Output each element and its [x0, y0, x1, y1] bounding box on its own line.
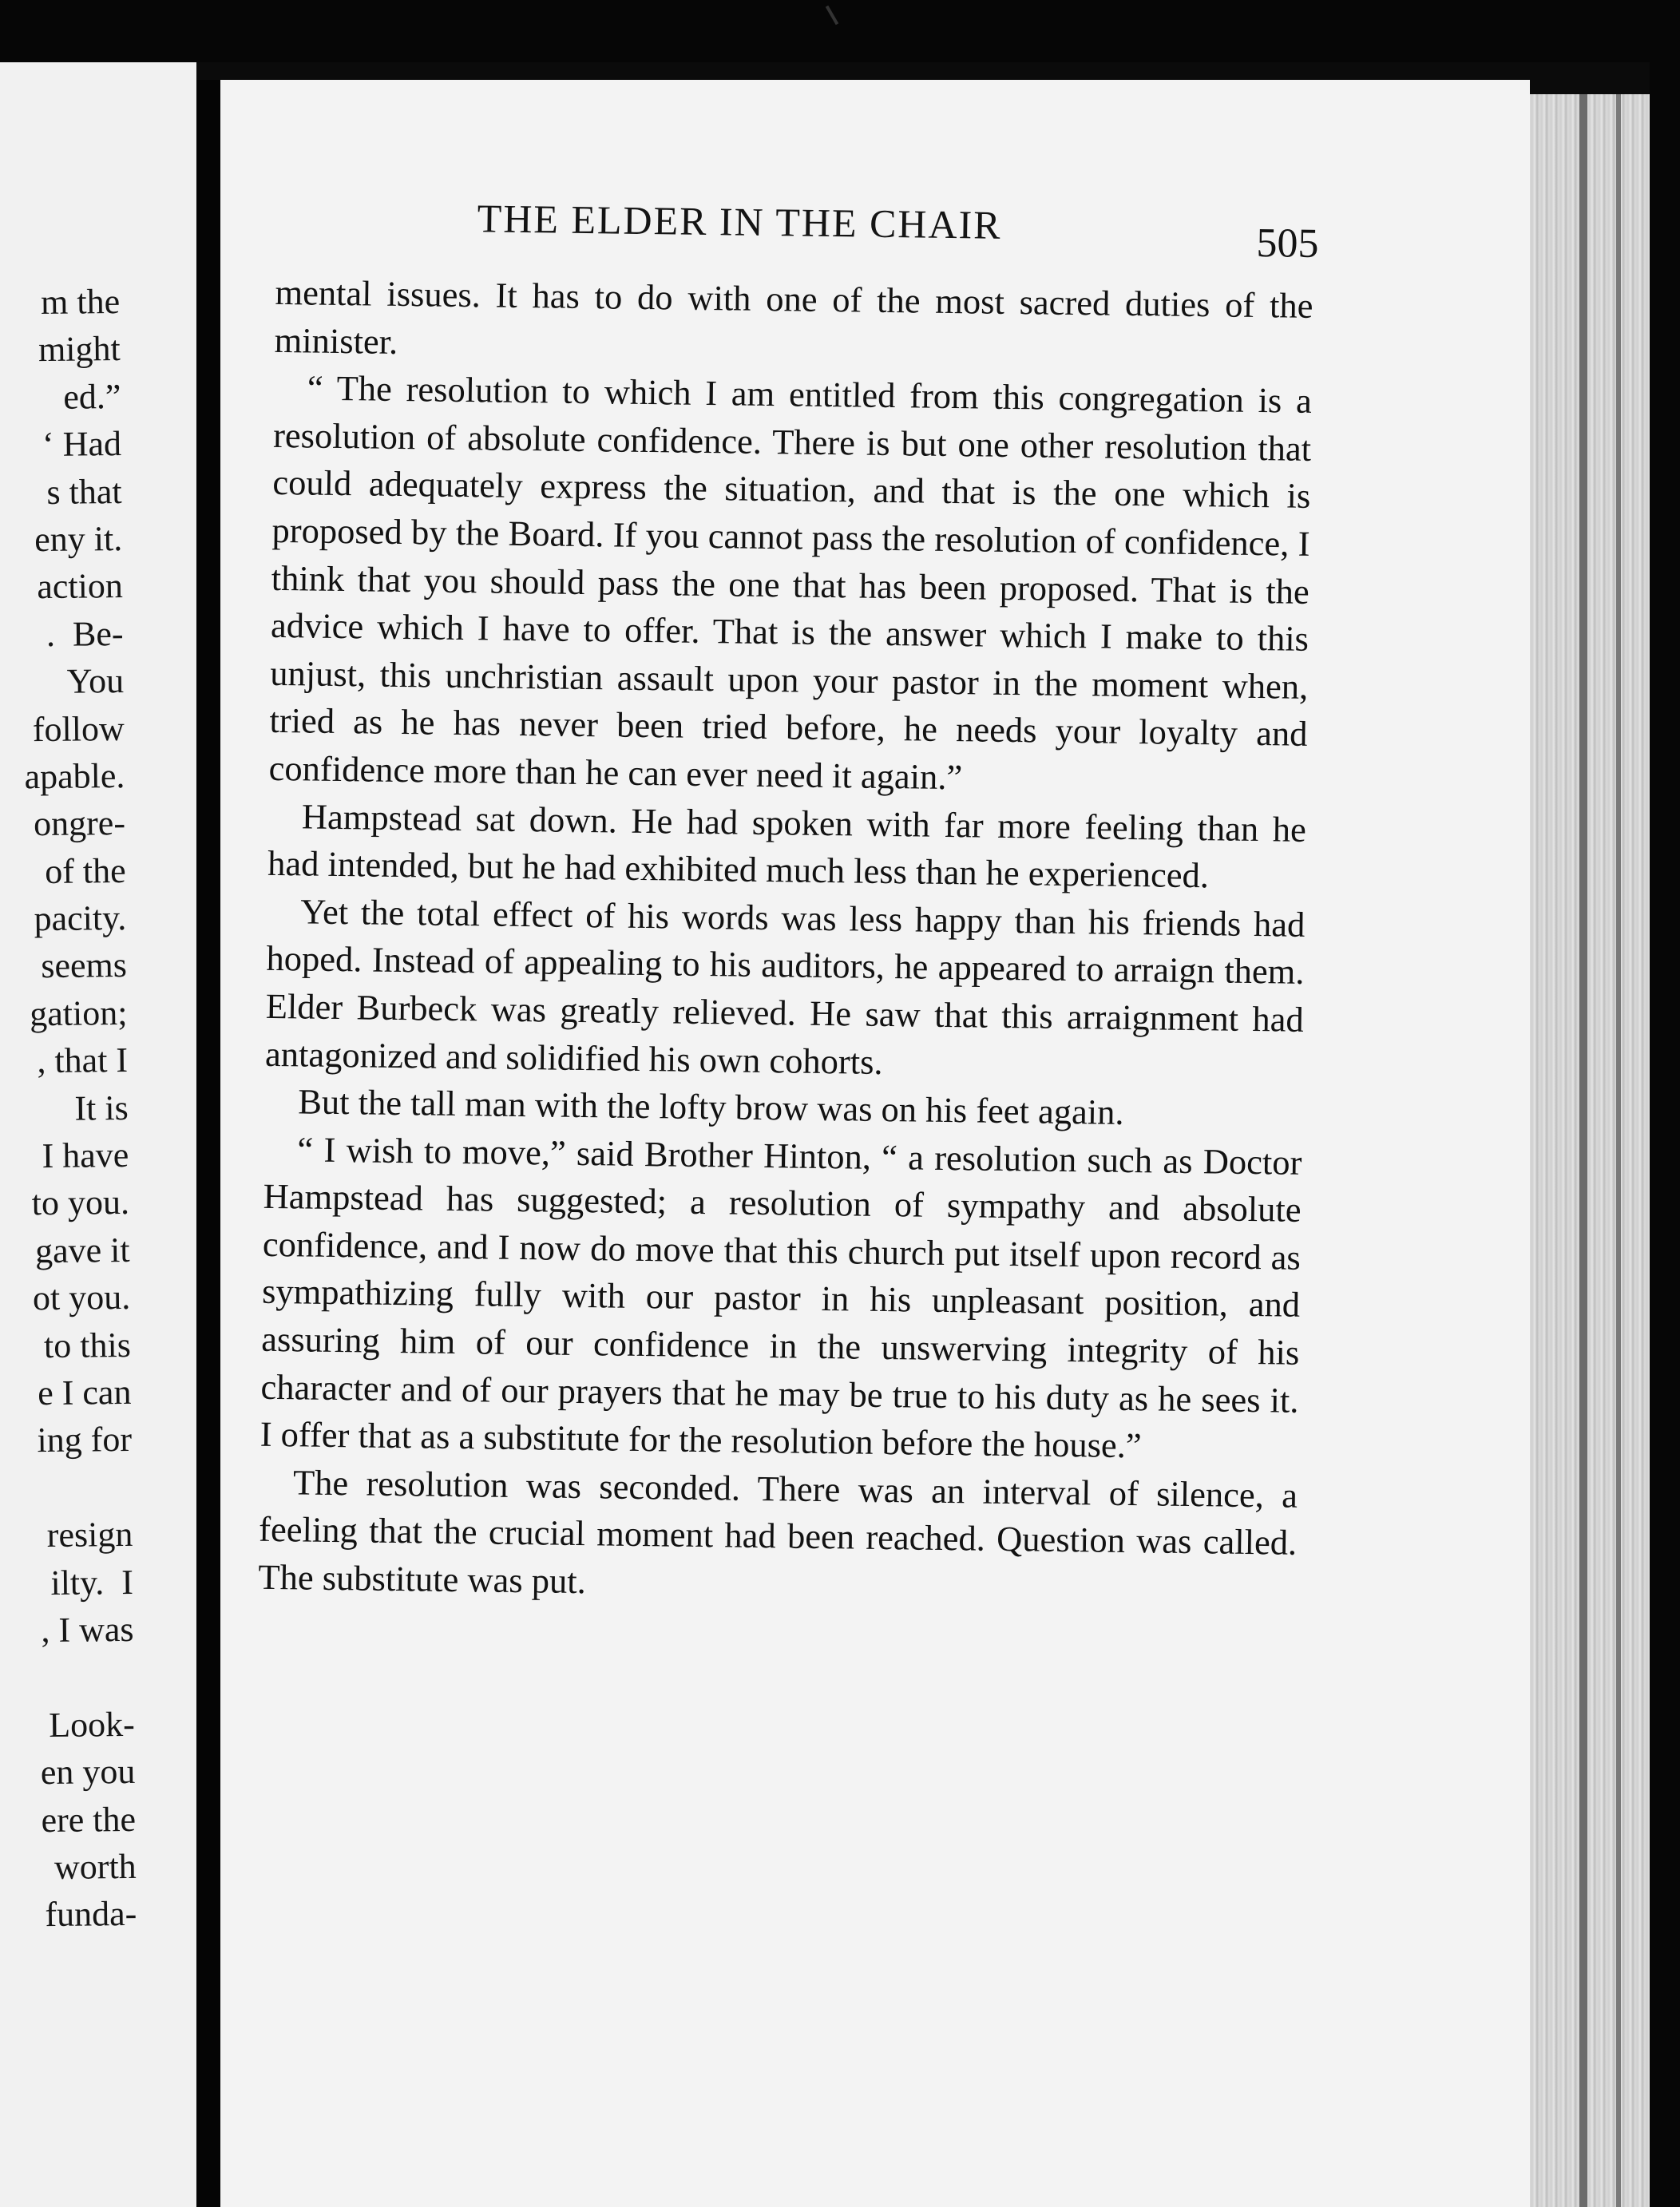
paragraph: mental issues. It has to do with one of the most sacred duties of the minister.: [274, 271, 1313, 362]
scan-top-border: [0, 0, 1680, 62]
left-facing-page: [0, 62, 196, 2207]
left-page-line: ongre-: [34, 803, 126, 844]
left-page-line: of the: [45, 850, 127, 891]
left-page-line: worth: [53, 1846, 137, 1887]
scan-right-border: [1650, 0, 1680, 2207]
left-page-line: m the: [41, 281, 121, 323]
left-page-line: en you: [40, 1752, 136, 1793]
book-page-edges: [1530, 94, 1650, 2207]
left-page-line: resign: [46, 1515, 133, 1555]
left-page-line: to you.: [31, 1183, 130, 1223]
paragraph: But the tall man with the lofty brow was on his feet again.: [297, 1081, 1124, 1133]
left-page-line: It is: [74, 1088, 129, 1128]
left-page-line: ere the: [41, 1799, 137, 1840]
paragraph: Hampstead sat down. He had spoken with far more feeling than he had intended, but he had exhibited much less than he experienced.: [267, 795, 1307, 896]
left-page-line: ilty. I: [50, 1562, 134, 1603]
left-page-line: follow: [32, 708, 125, 749]
page-number: 505: [1256, 220, 1319, 267]
left-page-line: ed.”: [63, 376, 121, 417]
left-page-line: pacity.: [34, 898, 127, 939]
left-page-line: I have: [42, 1135, 129, 1176]
left-page-line: seems: [41, 945, 128, 986]
left-page-line: eny it.: [34, 518, 123, 560]
left-page-line: might: [38, 329, 121, 370]
right-page: [220, 80, 1530, 2207]
left-page-line: ing for: [37, 1420, 133, 1460]
left-page-line: action: [37, 566, 124, 607]
left-page-line: e I can: [38, 1372, 132, 1413]
left-page-line: , I was: [41, 1609, 134, 1650]
left-page-line: gation;: [30, 993, 128, 1034]
left-page-text: [19, 278, 137, 1939]
paragraph: “ The resolution to which I am entitled from this congregation is a resolution of absolute confidence. There is but one other resolution that could adequately express the situation, and that is the one which is proposed by the Board. If you cannot pass the resolution of confidence, I think that you should pass the one that has been proposed. That is the advice which I have to offer. That is the answer which I make to this unjust, this unchristian assault upon your pastor in the moment when, tried as he has never been tried before, he needs your loyalty and confidence more than he can ever need it again.”: [268, 367, 1313, 798]
left-page-line: s that: [46, 471, 123, 512]
body-text: [258, 269, 1313, 1615]
left-page-line: Look-: [49, 1704, 136, 1745]
paragraph: Yet the total effect of his words was less happy than his friends had hoped. Instead of appealing to his auditors, he appeared to arraign them. Elder Burbeck was greatly relieved. He saw that this arraignment had antagonized and solidified his own cohorts.: [264, 891, 1306, 1082]
left-page-line: gave it: [34, 1230, 131, 1270]
left-page-line: , that I: [37, 1040, 129, 1081]
left-page-line: You: [66, 661, 125, 701]
paragraph: “ I wish to move,” said Brother Hinton, “ a resolution such as Doctor Hampstead has suggested; a resolution of sympathy and absolute confidence, and I now do move that this church put itself upon record as sympathizing fully with our pastor in his unpleasant position, and assuring him of our confidence in the unswerving integrity of his character and of our prayers that he may be true to his duty as he sees it. I offer that as a substitute for the resolution before the house.”: [260, 1129, 1302, 1466]
paragraph: The resolution was seconded. There was an interval of silence, a feeling that the crucial moment had been reached. Question was called. The substitute was put.: [258, 1462, 1298, 1602]
page-edge-band: [1616, 94, 1621, 2207]
left-page-line: funda-: [45, 1894, 137, 1935]
left-page-line: . Be-: [46, 613, 124, 654]
left-page-line: to this: [43, 1325, 132, 1365]
left-page-line: ot you.: [32, 1278, 131, 1318]
left-page-line: ‘ Had: [42, 424, 122, 465]
page-content: [220, 80, 1530, 2207]
running-head: THE ELDER IN THE CHAIR: [477, 196, 1002, 248]
left-page-line: [32, 1464, 133, 1512]
page-edge-band: [1579, 94, 1587, 2207]
left-page-line: [34, 1653, 134, 1702]
left-page-line: apable.: [24, 755, 125, 797]
book-gutter: [196, 80, 220, 2207]
